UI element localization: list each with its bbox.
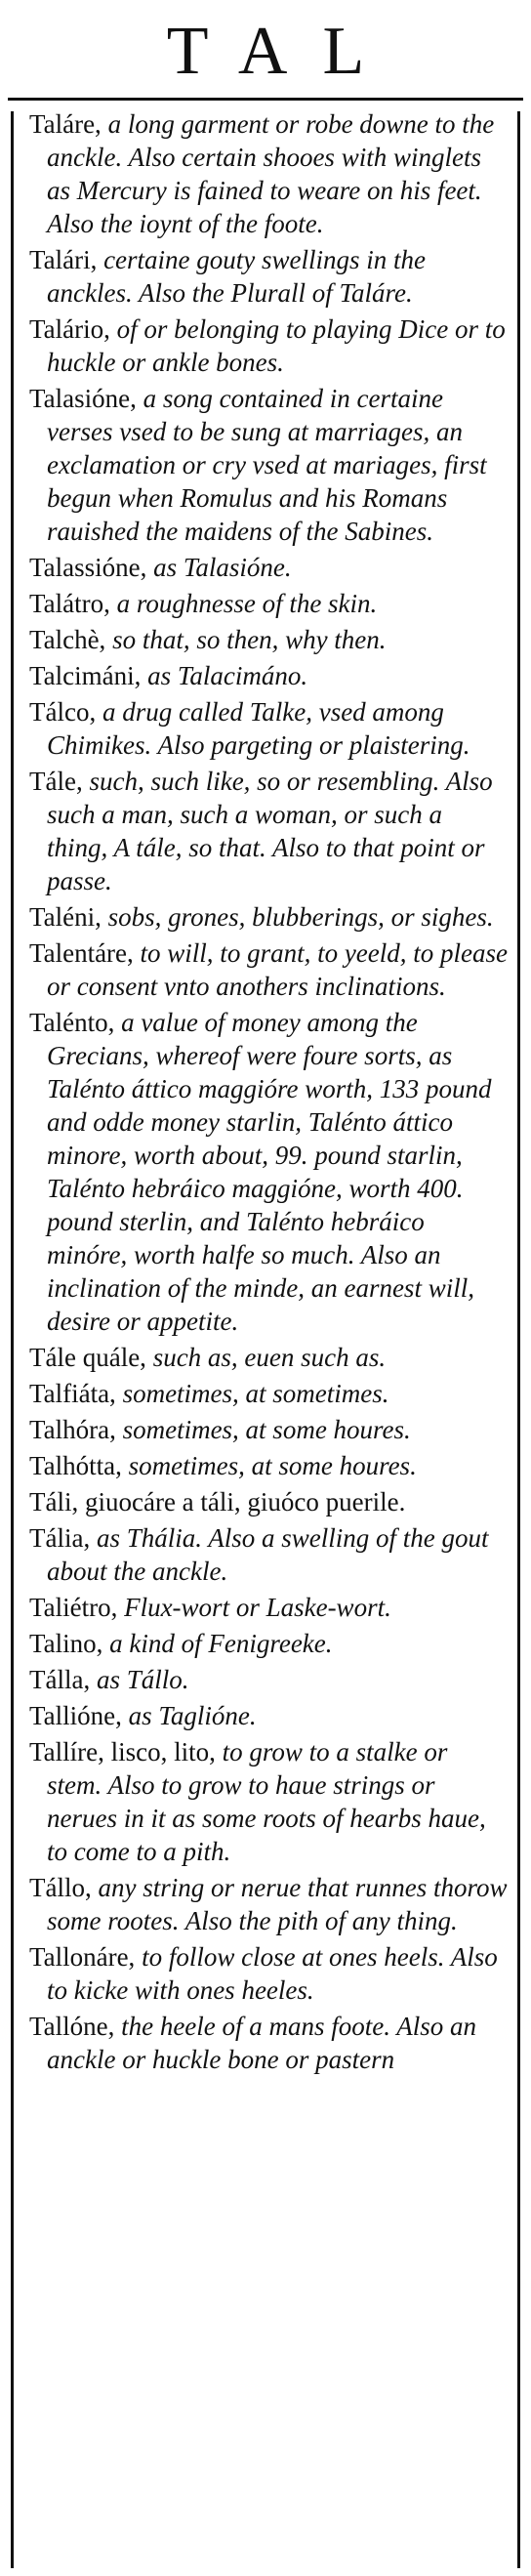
entry-definition: such, such like, so or resembling. Also such a man, such a woman, or such a thing, A tále, so that. Also to that point or passe. [47, 767, 493, 895]
entry-definition: as Talasióne. [146, 553, 292, 582]
dictionary-entry [29, 312, 508, 379]
entry-headword: Tále, [29, 767, 83, 796]
dictionary-entry [29, 1735, 508, 1868]
entry-definition: sometimes, at sometimes. [115, 1379, 389, 1408]
entry-definition: as Tállo. [90, 1665, 189, 1694]
entry-definition: as Talacimáno. [141, 661, 308, 690]
dictionary-entry [29, 659, 508, 692]
dictionary-entry [29, 1377, 508, 1410]
dictionary-entry [29, 1006, 508, 1338]
entry-definition: Flux-wort or Laske-wort. [117, 1593, 391, 1622]
entry-definition: a roughnesse of the skin. [109, 589, 378, 618]
dictionary-entry [29, 1699, 508, 1732]
entry-definition: a value of money among the Grecians, whereof were foure sorts, as Talénto áttico maggióre worth, 133 pound and odde money starlin, Talénto áttico minore, worth about, 99. pound starlin, Talénto hebráico maggióne, worth 400. pound sterlin, and Talénto hebráico minóre, worth halfe so much. Also an inclination of the minde, an earnest will, desire or appetite. [47, 1008, 492, 1336]
entry-headword: Talhóra, [29, 1415, 116, 1444]
dictionary-entry [29, 1591, 508, 1624]
entry-definition: a kind of Fenigreeke. [102, 1629, 333, 1658]
entry-headword: Tálco, [29, 697, 97, 727]
entry-headword: Tallíre, lisco, lito, [29, 1737, 216, 1766]
entry-definition: sobs, grones, blubberings, or sighes. [101, 902, 494, 932]
entry-definition: to grow to a stalke or stem. Also to grow to haue strings or nerues in it as some roots of hearbs haue, to come to a pith. [47, 1737, 486, 1866]
dictionary-entry [29, 1663, 508, 1696]
entry-list [29, 107, 508, 2079]
dictionary-entry [29, 551, 508, 584]
dictionary-entry [29, 900, 508, 934]
header-rule [8, 98, 523, 101]
entry-headword: Talhótta, [29, 1451, 122, 1480]
dictionary-entry [29, 243, 508, 310]
entry-definition: a long garment or robe downe to the anckle. Also certain shooes with winglets as Mercury is fained to weare on his feet. Also the ioynt of the foote. [47, 109, 495, 238]
entry-definition: a song contained in certaine verses vsed to be sung at marriages, an exclamation or cry vsed at mariages, first begun when Romulus and his Romans rauished the maidens of the Sabines. [47, 384, 487, 546]
entry-headword: Taliétro, [29, 1593, 118, 1622]
entry-definition: sometimes, at some houres. [115, 1415, 411, 1444]
dictionary-entry [29, 107, 508, 240]
entry-headword: Tallióne, [29, 1701, 122, 1730]
entry-headword: Talino, [29, 1629, 103, 1658]
dictionary-entry [29, 1449, 508, 1482]
entry-headword: Talassióne, [29, 553, 147, 582]
entry-headword: Talfiáta, [29, 1379, 116, 1408]
page-header [0, 0, 531, 109]
dictionary-entry [29, 1341, 508, 1374]
entry-headword: Tália, [29, 1523, 91, 1553]
dictionary-entry [29, 1413, 508, 1446]
entry-headword: Talasióne, [29, 384, 137, 413]
entry-definition: of or belonging to playing Dice or to huckle or ankle bones. [47, 314, 506, 377]
entry-definition: so that, so then, why then. [105, 625, 387, 654]
dictionary-entry [29, 623, 508, 656]
right-column-rule [517, 111, 520, 2568]
entry-definition: to will, to grant, to yeeld, to please or consent vnto anothers inclinations. [47, 938, 509, 1001]
entry-headword: Tállo, [29, 1873, 92, 1902]
running-head: TAL [166, 14, 400, 89]
entry-headword: Tallonáre, [29, 1942, 136, 1972]
entry-headword: Talário, [29, 314, 110, 344]
entry-definition: a drug called Talke, vsed among Chimikes. Also pargeting or plaistering. [47, 697, 470, 760]
dictionary-entry [29, 1485, 508, 1518]
dictionary-entry [29, 695, 508, 762]
entry-headword: Taléni, [29, 902, 102, 932]
dictionary-entry [29, 382, 508, 548]
entry-headword: Talátro, [29, 589, 110, 618]
entry-headword: Talentáre, [29, 938, 134, 968]
entry-headword: Tallóne, [29, 2012, 115, 2041]
entry-definition: sometimes, at some houres. [121, 1451, 417, 1480]
entry-headword: Talcimáni, [29, 661, 142, 690]
entry-definition: any string or nerue that runnes thorow some rootes. Also the pith of any thing. [47, 1873, 508, 1935]
dictionary-entry [29, 2010, 508, 2076]
entry-definition: certaine gouty swellings in the anckles. Also the Plurall of Taláre. [47, 245, 427, 308]
entry-headword: Talénto, [29, 1008, 115, 1037]
dictionary-entry [29, 1521, 508, 1588]
entry-headword: Taláre, [29, 109, 102, 139]
left-column-rule [11, 111, 14, 2568]
entry-headword: Táli, giuocáre a táli, giuóco puerile. [29, 1487, 406, 1517]
entry-definition: such as, euen such as. [145, 1343, 387, 1372]
dictionary-entry [29, 587, 508, 620]
entry-headword: Talchè, [29, 625, 106, 654]
entry-definition: the heele of a mans foote. Also an anckle or huckle bone or pastern [47, 2012, 477, 2074]
entry-definition: as Taglióne. [121, 1701, 257, 1730]
entry-headword: Tále quále, [29, 1343, 146, 1372]
entry-definition: as Thália. Also a swelling of the gout about the anckle. [47, 1523, 489, 1586]
dictionary-entry [29, 1871, 508, 1937]
dictionary-entry [29, 765, 508, 897]
entry-definition: to follow close at ones heels. Also to kicke with ones heeles. [47, 1942, 498, 2005]
entry-headword: Tálla, [29, 1665, 91, 1694]
dictionary-entry [29, 1940, 508, 2007]
entry-headword: Talári, [29, 245, 98, 274]
dictionary-entry [29, 936, 508, 1003]
dictionary-entry [29, 1627, 508, 1660]
